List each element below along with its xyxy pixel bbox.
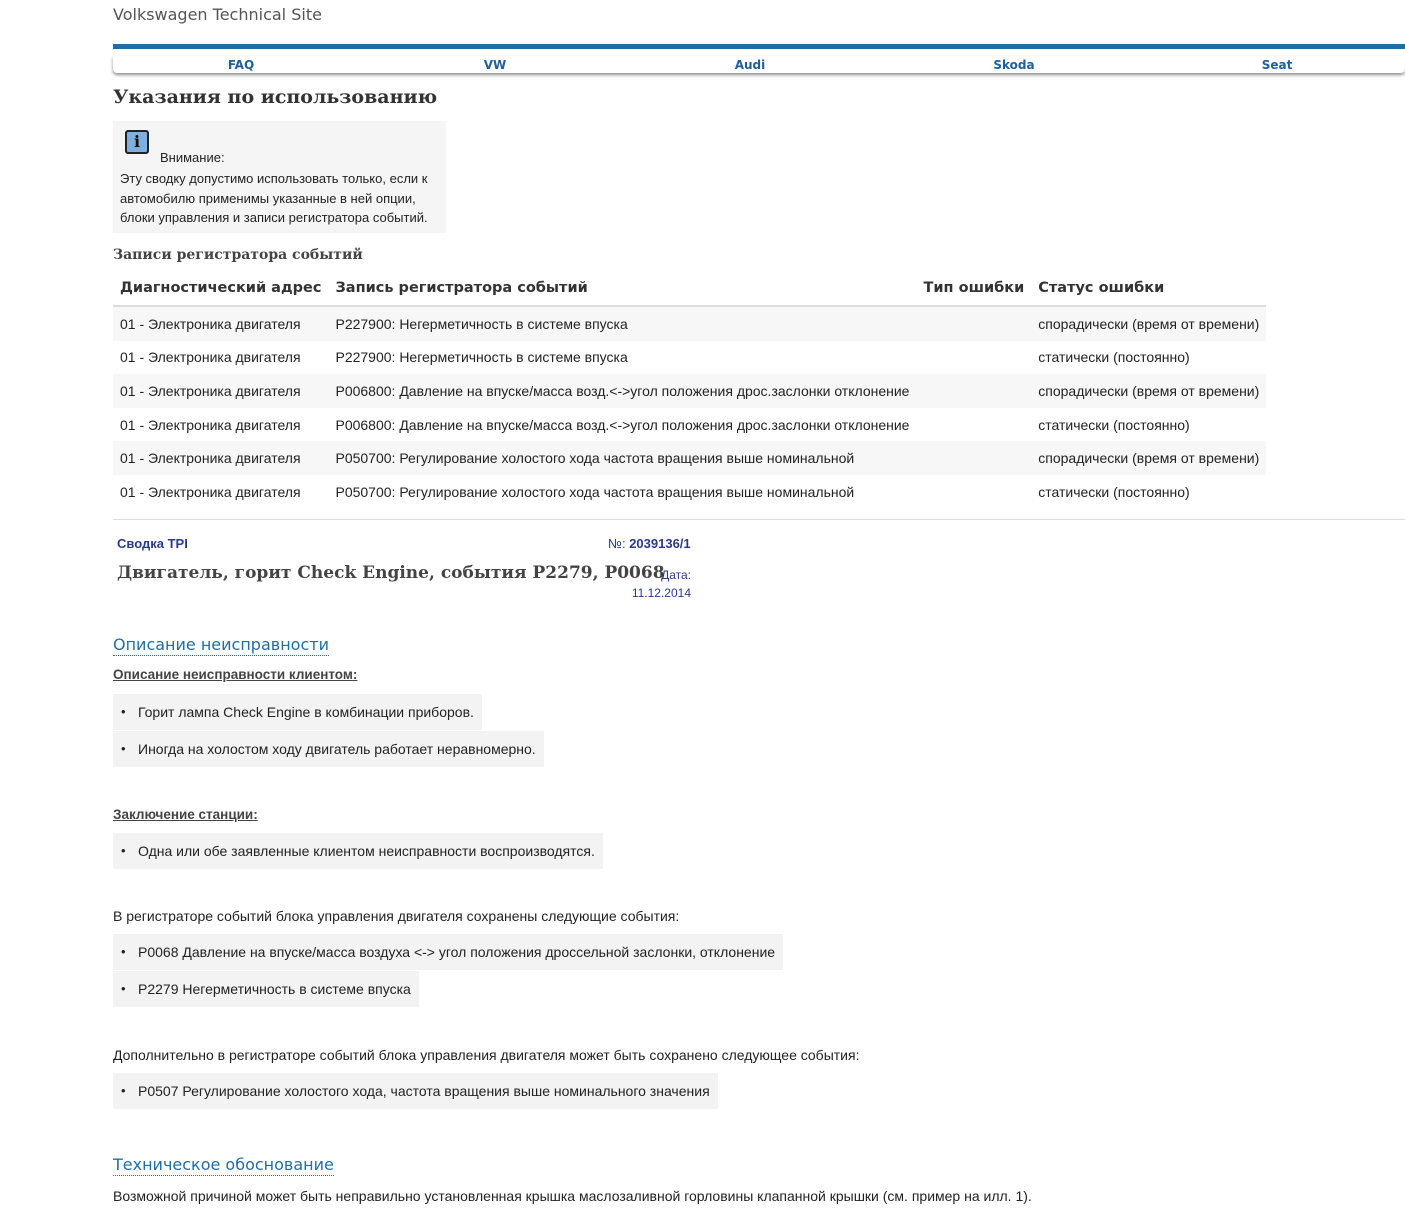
- table-cell-status: статически (постоянно): [1038, 416, 1190, 433]
- table-row: [113, 341, 1266, 375]
- column-header-type: Тип ошибки: [916, 271, 1031, 306]
- tpi-number: [608, 536, 691, 551]
- table-cell-type: [916, 306, 1031, 341]
- tpi-number-value: 2039136/1: [629, 536, 691, 551]
- date-label: Дата:: [661, 568, 691, 582]
- top-nav: [113, 44, 1405, 74]
- list-item: • Горит лампа Check Engine в комбинации приборов.: [113, 694, 482, 730]
- date-value: 11.12.2014: [631, 586, 691, 600]
- nav-bar: [113, 56, 1405, 73]
- column-header-status: Статус ошибки: [1031, 271, 1266, 306]
- table-cell-status: спорадически (время от времени): [1031, 441, 1266, 475]
- table-cell-record: P050700: Регулирование холостого хода частота вращения выше номинальной: [335, 483, 855, 500]
- table-cell-address: 01 - Электроника двигателя: [113, 306, 328, 341]
- table-cell-type: [916, 374, 1031, 408]
- table-cell-record: P227900: Негерметичность в системе впуска: [335, 349, 628, 366]
- list-item: • P0068 Давление на впуске/масса воздуха <-> угол положения дроссельной заслонки, отклонение: [113, 934, 783, 970]
- table-cell-record: P006800: Давление на впуске/масса возд.<->угол положения дрос.заслонки отклонение: [328, 374, 916, 408]
- table-header-row: [113, 271, 1266, 306]
- table-row: [113, 374, 1266, 408]
- table-cell-type: [916, 341, 1031, 375]
- table-cell-type: [916, 441, 1031, 475]
- events-table: [113, 271, 1266, 509]
- customer-description-heading: Описание неисправности клиентом:: [113, 667, 358, 682]
- divider: [113, 519, 1405, 520]
- table-cell-record: P006800: Давление на впуске/масса возд.<->угол положения дрос.заслонки отклонение: [335, 416, 910, 433]
- table-row: [113, 441, 1266, 475]
- list-item: • P0507 Регулирование холостого хода, частота вращения выше номинального значения: [113, 1073, 718, 1109]
- table-cell-address: 01 - Электроника двигателя: [120, 416, 301, 433]
- table-cell-address: 01 - Электроника двигателя: [113, 374, 328, 408]
- table-row: [113, 306, 1266, 341]
- events-title: Записи регистратора событий: [113, 247, 363, 263]
- table-cell-record: P050700: Регулирование холостого хода частота вращения выше номинальной: [328, 441, 916, 475]
- tpi-number-label: №:: [608, 536, 626, 551]
- nav-item-faq[interactable]: FAQ: [227, 58, 255, 72]
- stored-events-intro: В регистраторе событий блока управления двигателя сохранены следующие события:: [113, 908, 680, 924]
- table-cell-type: [916, 475, 1031, 509]
- section-heading-technical: Техническое обоснование: [113, 1155, 334, 1174]
- column-header-record: Запись регистратора событий: [328, 271, 916, 306]
- table-cell-address: 01 - Электроника двигателя: [120, 483, 301, 500]
- info-icon: i: [125, 130, 149, 154]
- column-header-address: Диагностический адрес: [113, 271, 328, 306]
- notice-label: Внимание:: [160, 150, 225, 165]
- list-item: • Иногда на холостом ходу двигатель работает неравномерно.: [113, 731, 544, 767]
- nav-item-seat[interactable]: Seat: [1261, 58, 1293, 72]
- list-item: • Одна или обе заявленные клиентом неисправности воспроизводятся.: [113, 833, 603, 869]
- table-cell-status: статически (постоянно): [1038, 349, 1190, 366]
- page-title: Указания по использованию: [113, 86, 438, 108]
- station-conclusion-heading: Заключение станции:: [113, 807, 258, 822]
- site-title: Volkswagen Technical Site: [113, 5, 322, 24]
- table-cell-status: спорадически (время от времени): [1031, 306, 1266, 341]
- notice-box: [113, 121, 446, 233]
- table-cell-address: 01 - Электроника двигателя: [120, 349, 301, 366]
- additional-events-intro: Дополнительно в регистраторе событий блока управления двигателя может быть сохранено следующее события:: [113, 1047, 860, 1063]
- nav-item-vw[interactable]: VW: [483, 58, 507, 72]
- table-cell-status: спорадически (время от времени): [1031, 374, 1266, 408]
- table-cell-record: P227900: Негерметичность в системе впуска: [328, 306, 916, 341]
- notice-text: Эту сводку допустимо использовать только, если к автомобилю применимы указанные в ней опции, блоки управления и записи регистратора событий.: [120, 171, 428, 225]
- table-cell-address: 01 - Электроника двигателя: [113, 441, 328, 475]
- table-cell-status: статически (постоянно): [1038, 483, 1190, 500]
- table-row: [113, 475, 1266, 509]
- tpi-label: Сводка TPI: [117, 536, 188, 551]
- list-item: • P2279 Негерметичность в системе впуска: [113, 971, 419, 1007]
- nav-item-audi[interactable]: Audi: [734, 58, 766, 72]
- table-row: [113, 408, 1266, 442]
- table-cell-type: [916, 408, 1031, 442]
- nav-item-skoda[interactable]: Skoda: [993, 58, 1035, 72]
- section-heading-description: Описание неисправности: [113, 635, 329, 654]
- tpi-title: Двигатель, горит Check Engine, события P2279, P0068: [117, 563, 665, 583]
- technical-text: Возможной причиной может быть неправильно установленная крышка маслозаливной горловины клапанной крышки (см. пример на илл. 1).: [113, 1188, 1032, 1204]
